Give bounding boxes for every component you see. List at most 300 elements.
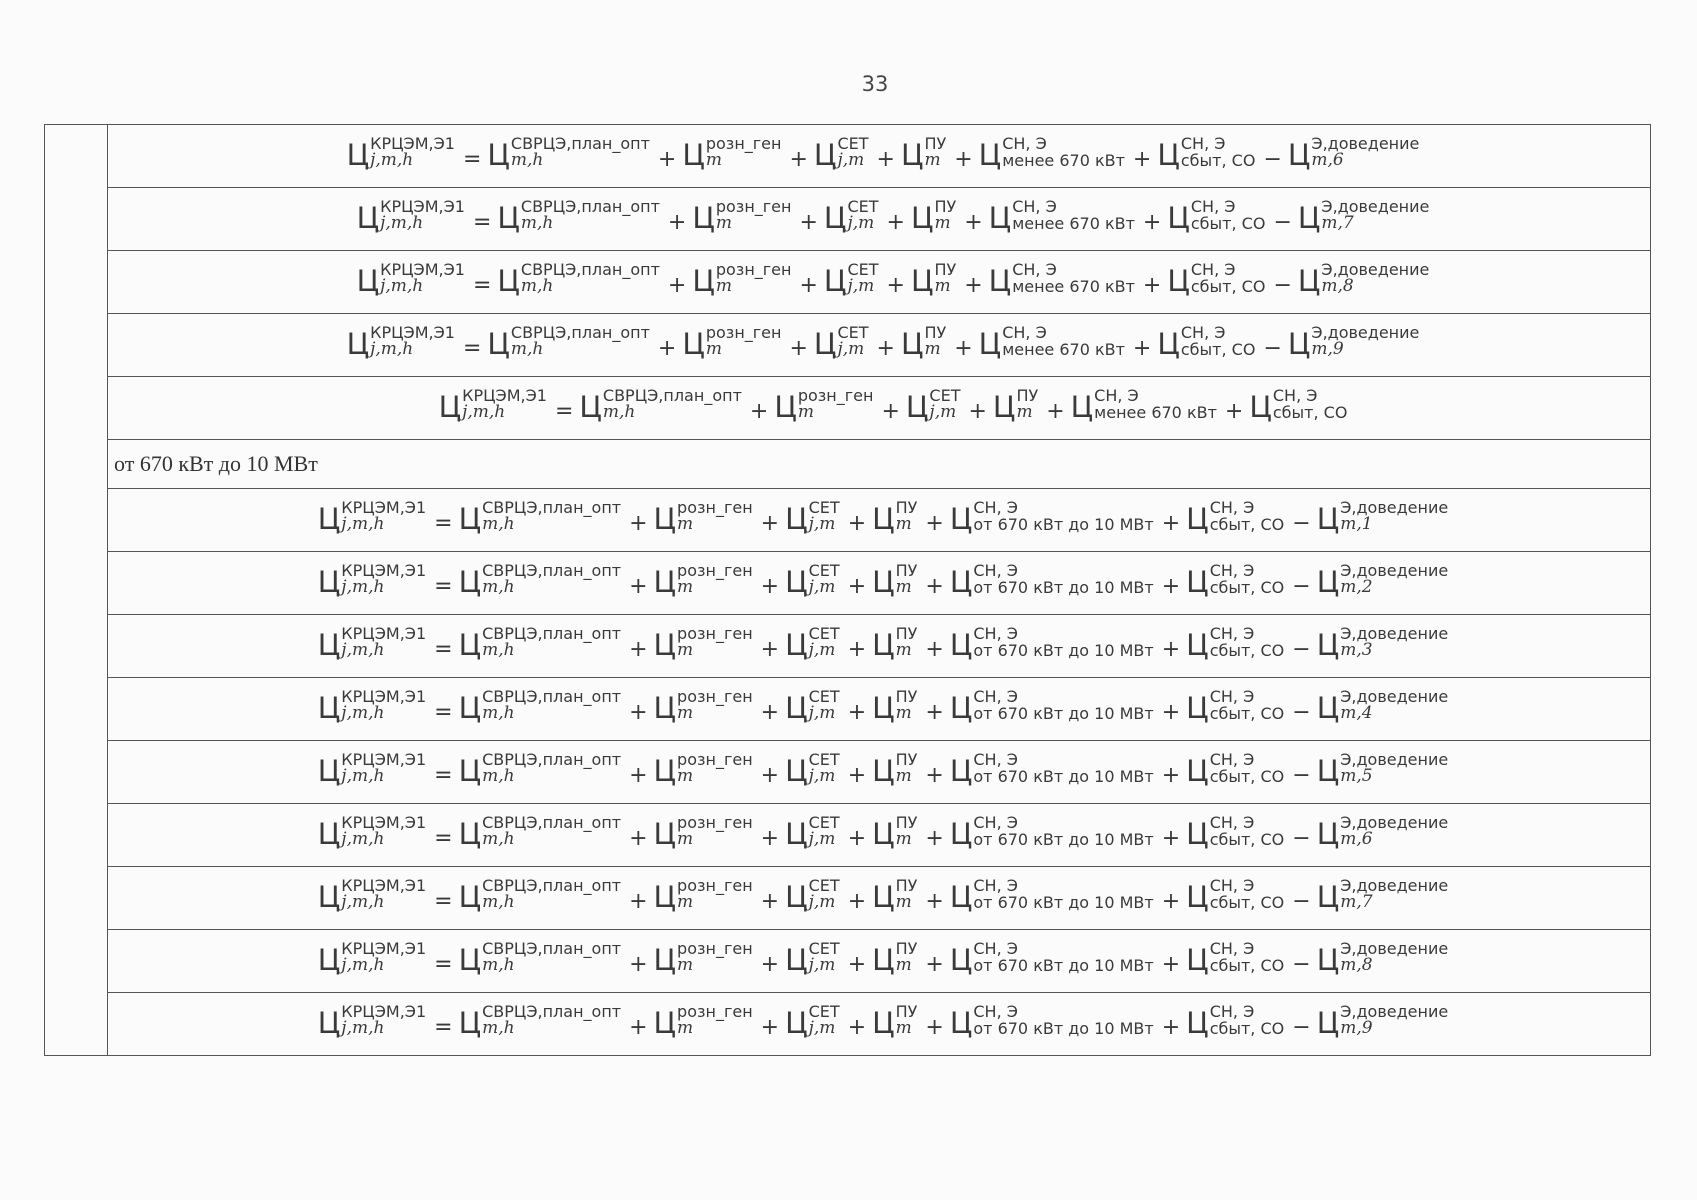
- symbol-base: Ц: [317, 942, 341, 977]
- operator: +: [760, 1014, 780, 1040]
- superscript: розн_ген: [677, 1001, 753, 1021]
- metering-term: [992, 385, 1040, 426]
- subscript: j,m: [808, 829, 836, 850]
- operator: +: [629, 699, 648, 725]
- sales-term: [1186, 939, 1286, 979]
- adjustment-term: [1316, 686, 1451, 727]
- superscript: СН, Э: [973, 1002, 1018, 1022]
- subscript: j,m,h: [341, 766, 385, 787]
- superscript: КРЦЭМ,Э1: [341, 497, 427, 517]
- symbol-base: Ц: [1297, 263, 1321, 298]
- subscript: m,3: [1340, 640, 1373, 661]
- symbol-base: Ц: [458, 879, 482, 914]
- metering-term: [872, 1001, 919, 1042]
- sales-term: [1186, 624, 1286, 664]
- superscript: СН, Э: [1190, 197, 1236, 217]
- symbol-base: Ц: [1287, 137, 1311, 172]
- superscript: Э,доведение: [1321, 196, 1430, 216]
- subscript: m,6: [1311, 150, 1344, 171]
- subscript: m,1: [1340, 514, 1373, 535]
- table-row: [108, 552, 1650, 615]
- operator: +: [847, 888, 867, 914]
- section-heading: от 670 кВт до 10 МВт: [108, 440, 1650, 489]
- subscript: m: [934, 213, 951, 234]
- operator: +: [1161, 1014, 1181, 1040]
- formula: [317, 749, 1450, 790]
- symbol-base: Ц: [458, 816, 482, 851]
- operator: =: [434, 762, 453, 788]
- metering-term: [910, 196, 958, 237]
- subscript: m: [677, 577, 694, 598]
- subscript: m: [677, 829, 694, 850]
- operator: =: [472, 272, 492, 298]
- subscript: j,m: [808, 640, 836, 661]
- subscript: j,m: [808, 514, 836, 535]
- operator: =: [434, 951, 453, 977]
- superscript: Э,доведение: [1340, 875, 1449, 895]
- sales-term: [1186, 687, 1286, 727]
- subscript: j,m,h: [341, 955, 385, 976]
- subscript: m: [934, 276, 951, 297]
- operator: +: [657, 335, 677, 361]
- sales-term: [1186, 813, 1286, 853]
- operator: +: [629, 1014, 648, 1040]
- subscript: j,m: [837, 150, 865, 171]
- superscript: СВРЦЭ,план_опт: [482, 623, 622, 643]
- symbol-base: Ц: [949, 816, 973, 851]
- superscript: ПУ: [895, 560, 918, 580]
- symbol-base: Ц: [653, 753, 677, 788]
- sales-term: [1186, 876, 1286, 916]
- symbol-base: Ц: [653, 879, 677, 914]
- superscript: ПУ: [1016, 385, 1039, 405]
- symbol-base: Ц: [653, 942, 677, 977]
- superscript: розн_ген: [715, 259, 792, 279]
- adjustment-term: [1316, 938, 1451, 979]
- subscript: от 670 кВт до 10 МВт: [973, 1018, 1154, 1038]
- symbol-base: Ц: [872, 879, 895, 914]
- sales-term: [1186, 1002, 1286, 1042]
- operator: +: [629, 510, 648, 536]
- symbol-base: Ц: [872, 627, 895, 662]
- superscript: СВРЦЭ,план_опт: [482, 560, 622, 580]
- formula: [356, 196, 1432, 237]
- formula: [317, 875, 1450, 916]
- superscript: розн_ген: [677, 812, 753, 832]
- superscript: КРЦЭМ,Э1: [341, 686, 427, 706]
- wholesale-price-term: [458, 1001, 624, 1042]
- formula: [317, 812, 1450, 853]
- symbol-base: Ц: [579, 389, 602, 424]
- operator: =: [462, 146, 482, 172]
- superscript: СН, Э: [1209, 939, 1255, 959]
- symbol-base: Ц: [774, 389, 797, 424]
- own-needs-term: [988, 260, 1137, 300]
- adjustment-term: [1316, 1001, 1451, 1042]
- wholesale-price-term: [497, 196, 662, 237]
- subscript: сбыт, СО: [1209, 514, 1285, 534]
- page-number: 33: [861, 72, 889, 96]
- wholesale-price-term: [458, 497, 624, 538]
- symbol-base: Ц: [1316, 879, 1340, 914]
- lhs-price-symbol: [317, 560, 428, 601]
- symbol-base: Ц: [813, 137, 837, 172]
- formula: [438, 385, 1350, 426]
- metering-term: [872, 875, 919, 916]
- retail-gen-term: [774, 385, 875, 426]
- own-needs-term: [949, 750, 1156, 790]
- operator: +: [954, 146, 973, 172]
- subscript: j,m,h: [341, 703, 385, 724]
- own-needs-term: [949, 1002, 1156, 1042]
- superscript: КРЦЭМ,Э1: [341, 812, 427, 832]
- subscript: m,7: [1321, 213, 1354, 234]
- superscript: СЕТ: [808, 623, 840, 643]
- network-term: [813, 133, 871, 174]
- metering-term: [872, 938, 919, 979]
- operator: +: [925, 636, 944, 662]
- superscript: ПУ: [895, 686, 918, 706]
- subscript: сбыт, СО: [1209, 703, 1285, 723]
- subscript: m: [895, 703, 912, 724]
- symbol-base: Ц: [1186, 501, 1209, 536]
- subscript: m: [677, 892, 694, 913]
- superscript: КРЦЭМ,Э1: [462, 385, 547, 405]
- subscript: m,h: [510, 150, 544, 171]
- symbol-base: Ц: [458, 564, 482, 599]
- symbol-base: Ц: [1070, 389, 1094, 424]
- symbol-base: Ц: [458, 690, 482, 725]
- operator: −: [1292, 825, 1311, 851]
- symbol-base: Ц: [1316, 942, 1340, 977]
- lhs-price-symbol: [356, 196, 467, 237]
- sales-term: [1186, 561, 1286, 601]
- operator: −: [1292, 951, 1311, 977]
- symbol-base: Ц: [497, 263, 520, 298]
- superscript: Э,доведение: [1311, 133, 1420, 153]
- superscript: КРЦЭМ,Э1: [370, 322, 455, 342]
- superscript: СВРЦЭ,план_опт: [482, 812, 622, 832]
- subscript: m,h: [510, 339, 544, 360]
- operator: +: [789, 146, 808, 172]
- subscript: m,h: [482, 766, 515, 787]
- formula: [317, 497, 1450, 538]
- wholesale-price-term: [458, 938, 624, 979]
- lhs-price-symbol: [317, 686, 428, 727]
- wholesale-price-term: [497, 259, 662, 300]
- operator: −: [1292, 1014, 1311, 1040]
- superscript: СН, Э: [973, 813, 1018, 833]
- lhs-price-symbol: [317, 875, 428, 916]
- own-needs-term: [949, 876, 1156, 916]
- subscript: сбыт, СО: [1190, 213, 1266, 233]
- superscript: СЕТ: [808, 749, 840, 769]
- symbol-base: Ц: [1316, 627, 1340, 662]
- subscript: j,m,h: [462, 402, 506, 423]
- subscript: j,m: [808, 955, 836, 976]
- network-term: [785, 938, 842, 979]
- superscript: розн_ген: [705, 133, 782, 153]
- symbol-base: Ц: [317, 1005, 341, 1040]
- operator: +: [760, 762, 780, 788]
- wholesale-price-term: [458, 749, 624, 790]
- symbol-base: Ц: [653, 816, 677, 851]
- network-term: [905, 385, 963, 426]
- subscript: менее 670 кВт: [1012, 276, 1135, 296]
- lhs-price-symbol: [438, 385, 549, 426]
- subscript: сбыт, СО: [1190, 276, 1266, 296]
- superscript: ПУ: [895, 623, 918, 643]
- superscript: СН, Э: [1012, 260, 1057, 280]
- symbol-base: Ц: [785, 816, 808, 851]
- superscript: СЕТ: [808, 812, 840, 832]
- subscript: m,2: [1340, 577, 1373, 598]
- superscript: Э,доведение: [1340, 560, 1449, 580]
- symbol-base: Ц: [785, 942, 808, 977]
- subscript: j,m: [847, 213, 875, 234]
- symbol-base: Ц: [458, 627, 482, 662]
- operator: +: [925, 888, 944, 914]
- superscript: СН, Э: [1094, 386, 1139, 406]
- superscript: ПУ: [895, 749, 918, 769]
- subscript: сбыт, СО: [1180, 339, 1256, 359]
- wholesale-price-term: [458, 812, 624, 853]
- subscript: j,m,h: [341, 892, 385, 913]
- table-row: [108, 251, 1650, 314]
- table-row: [108, 188, 1650, 251]
- table-row: [108, 377, 1650, 440]
- network-term: [785, 875, 842, 916]
- subscript: сбыт, СО: [1209, 829, 1285, 849]
- own-needs-term: [1070, 386, 1219, 426]
- sales-term: [1186, 750, 1286, 790]
- superscript: Э,доведение: [1340, 812, 1449, 832]
- metering-term: [872, 749, 919, 790]
- operator: +: [964, 272, 983, 298]
- symbol-base: Ц: [872, 942, 895, 977]
- retail-gen-term: [653, 749, 755, 790]
- operator: +: [657, 146, 677, 172]
- subscript: m: [1016, 402, 1033, 423]
- symbol-base: Ц: [823, 263, 847, 298]
- superscript: СВРЦЭ,план_опт: [482, 497, 622, 517]
- subscript: m,h: [482, 577, 515, 598]
- superscript: СН, Э: [1180, 323, 1226, 343]
- operator: +: [799, 272, 818, 298]
- retail-gen-term: [653, 1001, 755, 1042]
- superscript: ПУ: [934, 196, 957, 216]
- superscript: СН, Э: [1209, 687, 1255, 707]
- symbol-base: Ц: [872, 1005, 895, 1040]
- superscript: СН, Э: [1190, 260, 1236, 280]
- operator: +: [667, 209, 687, 235]
- superscript: розн_ген: [677, 686, 753, 706]
- subscript: m,h: [602, 402, 636, 423]
- symbol-base: Ц: [785, 564, 808, 599]
- symbol-base: Ц: [458, 1005, 482, 1040]
- superscript: Э,доведение: [1321, 259, 1430, 279]
- symbol-base: Ц: [1186, 816, 1209, 851]
- superscript: Э,доведение: [1340, 749, 1449, 769]
- subscript: m: [895, 829, 912, 850]
- subscript: от 670 кВт до 10 МВт: [973, 892, 1154, 912]
- operator: +: [925, 1014, 944, 1040]
- superscript: СН, Э: [973, 876, 1018, 896]
- operator: =: [434, 573, 453, 599]
- operator: =: [434, 699, 453, 725]
- symbol-base: Ц: [910, 263, 934, 298]
- lhs-price-symbol: [356, 259, 467, 300]
- operator: −: [1263, 335, 1282, 361]
- operator: +: [876, 335, 895, 361]
- subscript: m: [895, 514, 912, 535]
- subscript: m,h: [520, 276, 554, 297]
- operator: +: [925, 510, 944, 536]
- subscript: от 670 кВт до 10 МВт: [973, 514, 1154, 534]
- adjustment-term: [1297, 259, 1432, 300]
- metering-term: [872, 497, 919, 538]
- symbol-base: Ц: [1316, 501, 1340, 536]
- symbol-base: Ц: [1186, 942, 1209, 977]
- retail-gen-term: [653, 623, 755, 664]
- subscript: j,m,h: [341, 514, 385, 535]
- operator: +: [886, 209, 905, 235]
- adjustment-term: [1316, 560, 1451, 601]
- superscript: СВРЦЭ,план_опт: [482, 686, 622, 706]
- superscript: розн_ген: [715, 196, 792, 216]
- symbol-base: Ц: [905, 389, 929, 424]
- symbol-base: Ц: [356, 200, 380, 235]
- formula: [317, 623, 1450, 664]
- superscript: СЕТ: [847, 196, 879, 216]
- symbol-base: Ц: [1249, 389, 1272, 424]
- symbol-base: Ц: [872, 690, 895, 725]
- symbol-base: Ц: [1186, 564, 1209, 599]
- operator: +: [749, 398, 769, 424]
- retail-gen-term: [653, 812, 755, 853]
- network-term: [813, 322, 871, 363]
- superscript: ПУ: [895, 938, 918, 958]
- operator: +: [760, 888, 780, 914]
- own-needs-term: [949, 624, 1156, 664]
- superscript: Э,доведение: [1340, 686, 1449, 706]
- operator: +: [1161, 573, 1181, 599]
- subscript: m: [677, 766, 694, 787]
- network-term: [785, 749, 842, 790]
- lhs-price-symbol: [317, 812, 428, 853]
- metering-term: [910, 259, 958, 300]
- superscript: СВРЦЭ,план_опт: [482, 938, 622, 958]
- network-term: [785, 560, 842, 601]
- operator: +: [1142, 272, 1162, 298]
- subscript: m,h: [482, 640, 515, 661]
- operator: +: [629, 762, 648, 788]
- operator: +: [847, 636, 867, 662]
- symbol-base: Ц: [949, 879, 973, 914]
- superscript: КРЦЭМ,Э1: [341, 875, 427, 895]
- symbol-base: Ц: [317, 627, 341, 662]
- symbol-base: Ц: [978, 137, 1002, 172]
- symbol-base: Ц: [785, 627, 808, 662]
- symbol-base: Ц: [872, 564, 895, 599]
- superscript: СН, Э: [973, 750, 1018, 770]
- subscript: j,m,h: [341, 1018, 385, 1039]
- symbol-base: Ц: [910, 200, 934, 235]
- operator: +: [925, 825, 944, 851]
- subscript: m,8: [1340, 955, 1373, 976]
- network-term: [785, 686, 842, 727]
- superscript: Э,доведение: [1340, 497, 1449, 517]
- own-needs-term: [949, 561, 1156, 601]
- superscript: розн_ген: [797, 385, 874, 405]
- subscript: m: [895, 577, 912, 598]
- sales-term: [1186, 498, 1286, 538]
- sales-term: [1167, 197, 1267, 237]
- superscript: СВРЦЭ,план_опт: [482, 749, 622, 769]
- subscript: j,m: [837, 339, 865, 360]
- lhs-price-symbol: [317, 623, 428, 664]
- superscript: Э,доведение: [1340, 938, 1449, 958]
- symbol-base: Ц: [1297, 200, 1321, 235]
- subscript: m,6: [1340, 829, 1373, 850]
- adjustment-term: [1287, 133, 1422, 174]
- subscript: j,m,h: [380, 276, 424, 297]
- operator: +: [847, 699, 867, 725]
- operator: +: [1161, 699, 1181, 725]
- lhs-price-symbol: [317, 1001, 428, 1042]
- network-term: [785, 623, 842, 664]
- symbol-base: Ц: [1186, 753, 1209, 788]
- operator: +: [1161, 888, 1181, 914]
- metering-term: [872, 560, 919, 601]
- subscript: j,m: [808, 766, 836, 787]
- symbol-base: Ц: [653, 627, 677, 662]
- operator: +: [760, 699, 780, 725]
- subscript: j,m,h: [370, 339, 414, 360]
- subscript: j,m: [929, 402, 957, 423]
- symbol-base: Ц: [1287, 326, 1311, 361]
- subscript: m: [705, 150, 722, 171]
- symbol-base: Ц: [487, 137, 510, 172]
- subscript: от 670 кВт до 10 МВт: [973, 766, 1154, 786]
- subscript: m,5: [1340, 766, 1373, 787]
- superscript: СН, Э: [1002, 134, 1047, 154]
- symbol-base: Ц: [949, 1005, 973, 1040]
- symbol-base: Ц: [653, 690, 677, 725]
- formula-table: [44, 124, 1651, 1056]
- superscript: СН, Э: [973, 498, 1018, 518]
- table-row: [108, 314, 1650, 377]
- superscript: СЕТ: [837, 322, 869, 342]
- superscript: розн_ген: [677, 938, 753, 958]
- metering-term: [900, 133, 948, 174]
- superscript: розн_ген: [705, 322, 782, 342]
- superscript: СВРЦЭ,план_опт: [602, 385, 742, 405]
- adjustment-term: [1316, 623, 1451, 664]
- superscript: СЕТ: [837, 133, 869, 153]
- superscript: КРЦЭМ,Э1: [341, 1001, 427, 1021]
- superscript: СЕТ: [808, 497, 840, 517]
- operator: +: [629, 825, 648, 851]
- sales-term: [1157, 134, 1257, 174]
- subscript: m: [895, 892, 912, 913]
- operator: +: [629, 888, 648, 914]
- subscript: j,m,h: [341, 829, 385, 850]
- symbol-base: Ц: [978, 326, 1002, 361]
- superscript: ПУ: [895, 497, 918, 517]
- superscript: розн_ген: [677, 749, 753, 769]
- operator: +: [964, 209, 983, 235]
